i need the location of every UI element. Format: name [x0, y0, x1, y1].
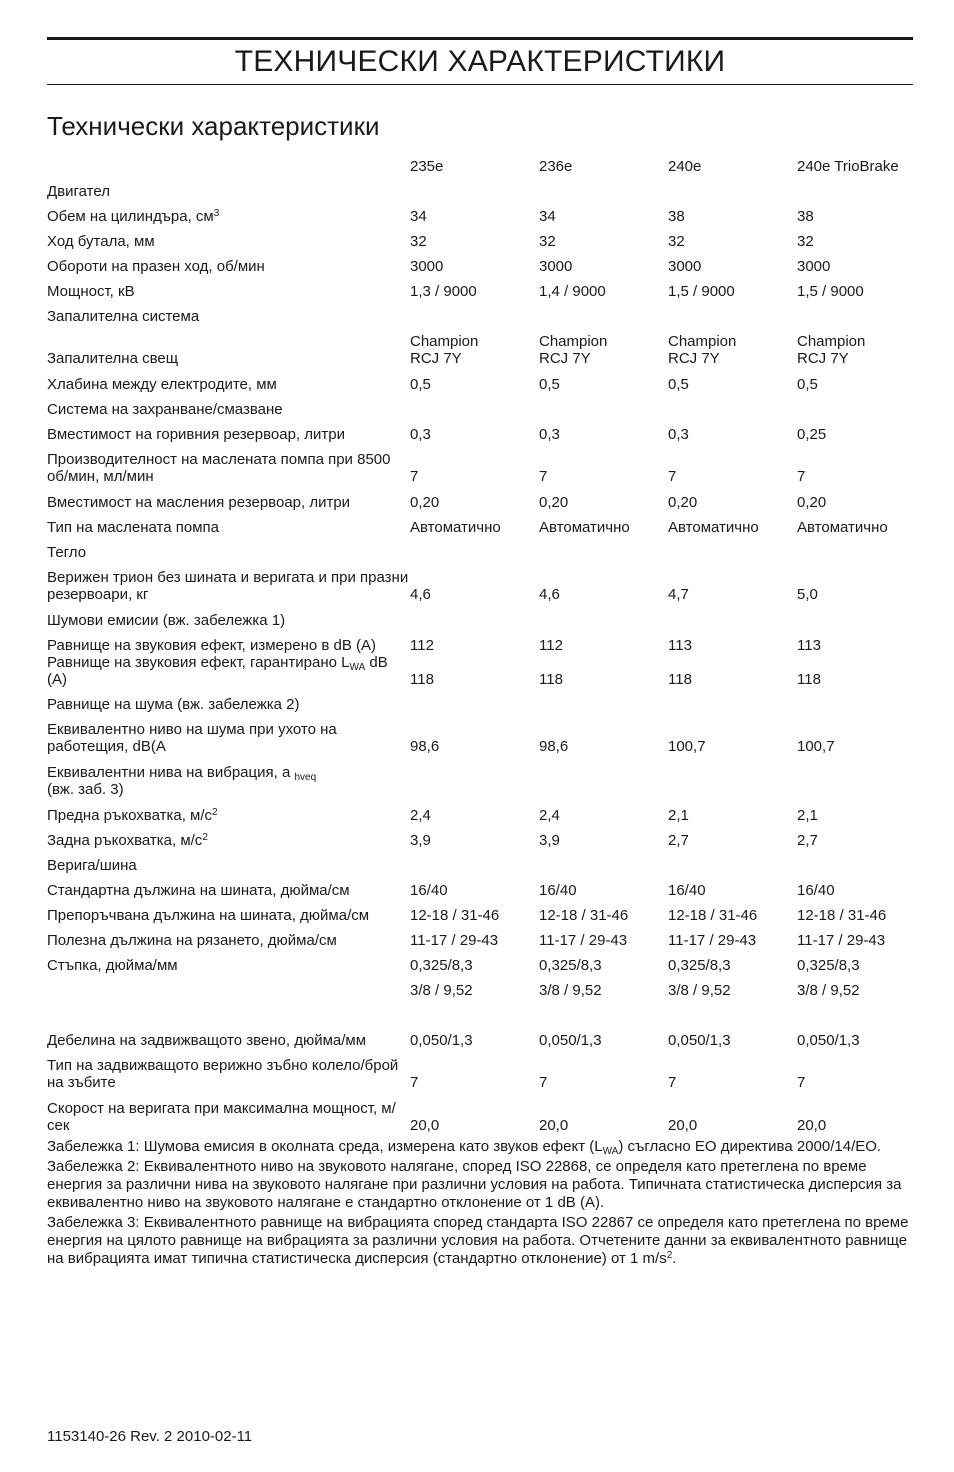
spec-value: 3000 — [668, 258, 702, 275]
spec-value: 32 — [797, 233, 814, 250]
spec-value — [410, 849, 539, 874]
spec-value: 0,325/8,3 — [797, 957, 860, 974]
spec-row — [47, 275, 913, 300]
spec-section-row — [47, 175, 913, 200]
spec-value: 118 — [539, 671, 563, 688]
spec-value: 0,050/1,3 — [668, 1032, 731, 1049]
spec-value: 0,325/8,3 — [668, 957, 731, 974]
spec-value — [797, 536, 913, 561]
spec-label: Равнище на шума (вж. забележка 2) — [47, 696, 300, 713]
spec-value: 7 — [797, 1074, 806, 1091]
spec-value: 1,5 / 9000 — [668, 283, 735, 300]
spec-value: 0,3 — [410, 426, 431, 443]
spec-value — [410, 300, 539, 325]
spec-row — [47, 999, 913, 1049]
spec-value: Champion RCJ 7Y — [668, 333, 737, 367]
spec-value: 16/40 — [797, 882, 835, 899]
model-header: 240e — [668, 158, 702, 175]
spec-row — [47, 899, 913, 924]
spec-label: Обем на цилиндъра, $см^3$ — [47, 208, 220, 225]
spec-value: 2,4 — [410, 807, 431, 824]
spec-label: Стъпка, дюйма/мм — [47, 957, 178, 974]
spec-value: 0,20 — [539, 494, 569, 511]
spec-value: 11-17 / 29-43 — [797, 932, 886, 949]
spec-row — [47, 325, 913, 368]
spec-label: Верижен трион без шината и веригата и при празни резервоари, кг — [47, 569, 409, 603]
section-title: ТЕХНИЧЕСКИ ХАРАКТЕРИСТИКИ — [234, 45, 726, 78]
spec-value — [410, 175, 539, 200]
spec-value — [539, 849, 668, 874]
spec-row — [47, 1049, 913, 1092]
spec-row — [47, 368, 913, 393]
spec-value: Автоматично — [410, 519, 501, 536]
note-2: Забележка 2: Еквивалентното ниво на звуковото налягане, според ISO 22868, се определя като претеглена по време енергия за различни нива на звуковото налягане при различни условия на работа. Типичната статистическа дисперсия за еквивалентно ниво на звуковото налягане е стандартно отклонение от 1 dB (A). — [47, 1158, 902, 1211]
spec-value: 100,7 — [668, 738, 706, 755]
spec-value: 3/8 / 9,52 — [797, 982, 860, 999]
spec-value: 100,7 — [797, 738, 835, 755]
spec-value: 113 — [797, 637, 821, 654]
spec-label — [47, 974, 410, 999]
spec-value: 7 — [410, 468, 419, 485]
note-3: Забележка 3: Еквивалентното равнище на вибрацията според стандарта ISO 22867 се определя като претеглена по време енергия на цялото равнище на вибрацията за различни условия на работа. Отчетените данни за еквивалентното равнище на вибрацията имат типична статистическа дисперсия (стандартно отклонение) от 1 $m/s^2$. — [47, 1214, 909, 1267]
model-header: 240e TrioBrake — [797, 158, 899, 175]
table-header-row — [47, 150, 913, 175]
spec-value — [410, 604, 539, 629]
spec-value: 34 — [539, 208, 556, 225]
spec-label: Верига/шина — [47, 857, 137, 874]
spec-row — [47, 713, 913, 756]
spec-label: Равнище на звуковия ефект, гарантирано $L_{WA}$ dB (A) — [47, 654, 388, 688]
note-1: Забележка 1: Шумова емисия в околната среда, измерена като звуков ефект $(L_{WA})$ съгласно ЕО директива 2000/14/ЕО. — [47, 1138, 882, 1157]
spec-value — [668, 688, 797, 713]
spec-value: 0,050/1,3 — [539, 1032, 602, 1049]
spec-label: Полезна дължина на рязането, дюйма/см — [47, 932, 337, 949]
spec-value — [668, 536, 797, 561]
spec-value — [410, 536, 539, 561]
spec-row — [47, 250, 913, 275]
spec-section-row — [47, 536, 913, 561]
spec-row — [47, 443, 913, 486]
spec-value — [668, 849, 797, 874]
spec-value — [410, 393, 539, 418]
spec-row — [47, 511, 913, 536]
spec-value: 118 — [797, 671, 821, 688]
spec-value: Автоматично — [797, 519, 888, 536]
spec-value: 32 — [668, 233, 685, 250]
spec-label: Ход бутала, мм — [47, 233, 155, 250]
spec-value — [668, 175, 797, 200]
spec-value: 20,0 — [668, 1117, 698, 1134]
spec-value: 11-17 / 29-43 — [539, 932, 628, 949]
model-header: 236e — [539, 158, 573, 175]
spec-value: 11-17 / 29-43 — [410, 932, 499, 949]
spec-row — [47, 654, 913, 688]
spec-value: 3,9 — [539, 832, 560, 849]
spec-value: 16/40 — [539, 882, 577, 899]
spec-value — [668, 393, 797, 418]
spec-value: 3/8 / 9,52 — [668, 982, 731, 999]
spec-row — [47, 629, 913, 654]
spec-section-row — [47, 756, 913, 799]
spec-value — [668, 300, 797, 325]
spec-label: Задна ръкохватка, $м/с^2$ — [47, 832, 208, 849]
spec-section-row — [47, 300, 913, 325]
spec-value: 3000 — [797, 258, 831, 275]
spec-section-row — [47, 604, 913, 629]
spec-value: 0,5 — [410, 376, 431, 393]
spec-value: 2,4 — [539, 807, 560, 824]
spec-value: 20,0 — [797, 1117, 827, 1134]
spec-row — [47, 225, 913, 250]
spec-label: Равнище на звуковия ефект, измерено в dB (A) — [47, 637, 377, 654]
spec-value — [539, 300, 668, 325]
spec-value: 0,20 — [410, 494, 440, 511]
notes — [47, 1138, 913, 1268]
spec-value: 2,1 — [797, 807, 818, 824]
spec-value: 16/40 — [410, 882, 448, 899]
spec-label: Еквивалентно ниво на шума при ухото на работещия, dB(A — [47, 721, 337, 755]
spec-value: 0,325/8,3 — [539, 957, 602, 974]
spec-value: 1,4 / 9000 — [539, 283, 606, 300]
spec-value: 4,6 — [410, 586, 431, 603]
spec-value — [539, 393, 668, 418]
spec-label: Еквивалентни нива на вибрация, a $_{hveq}$ (вж. заб. 3) — [47, 764, 317, 798]
spec-label: Тип на маслената помпа — [47, 519, 219, 536]
spec-row — [47, 924, 913, 949]
footer-doc-id: 1153140-26 Rev. 2 2010-02-11 — [47, 1428, 253, 1445]
spec-value: 0,325/8,3 — [410, 957, 473, 974]
spec-value: 3000 — [410, 258, 444, 275]
spec-label: Препоръчвана дължина на шината, дюйма/см — [47, 907, 370, 924]
spec-value: 3000 — [539, 258, 573, 275]
spec-value: 4,6 — [539, 586, 560, 603]
spec-value: 38 — [797, 208, 814, 225]
spec-row — [47, 824, 913, 849]
spec-value: 34 — [410, 208, 427, 225]
spec-section-row — [47, 688, 913, 713]
spec-row — [47, 799, 913, 824]
spec-value: 12-18 / 31-46 — [410, 907, 500, 924]
spec-value: 7 — [668, 1074, 677, 1091]
spec-value: 7 — [539, 468, 548, 485]
spec-row — [47, 874, 913, 899]
spec-row — [47, 949, 913, 974]
spec-value: 113 — [668, 637, 692, 654]
spec-value — [797, 604, 913, 629]
spec-value: 38 — [668, 208, 685, 225]
spec-value: 1,3 / 9000 — [410, 283, 477, 300]
spec-value — [797, 175, 913, 200]
spec-value: 0,050/1,3 — [797, 1032, 860, 1049]
spec-value: 118 — [668, 671, 692, 688]
spec-label: Хлабина между електродите, мм — [47, 376, 277, 393]
spec-value: 0,20 — [668, 494, 698, 511]
spec-value: 11-17 / 29-43 — [668, 932, 757, 949]
spec-value: 2,1 — [668, 807, 689, 824]
spec-value: 0,050/1,3 — [410, 1032, 473, 1049]
spec-value — [797, 849, 913, 874]
spec-value: 0,3 — [668, 426, 689, 443]
spec-label: Тегло — [47, 544, 87, 561]
spec-value: 112 — [410, 637, 434, 654]
spec-label: Обороти на празен ход, об/мин — [47, 258, 265, 275]
spec-value: 0,5 — [539, 376, 560, 393]
spec-section-row — [47, 849, 913, 874]
model-header: 235e — [410, 158, 444, 175]
spec-value: 118 — [410, 671, 434, 688]
spec-value: Автоматично — [539, 519, 630, 536]
spec-value: 7 — [797, 468, 806, 485]
spec-row — [47, 418, 913, 443]
spec-row — [47, 974, 913, 999]
spec-value: 32 — [539, 233, 556, 250]
spec-value: 12-18 / 31-46 — [539, 907, 629, 924]
spec-value: 3/8 / 9,52 — [539, 982, 602, 999]
spec-value — [797, 393, 913, 418]
spec-value: 20,0 — [539, 1117, 569, 1134]
spec-table — [47, 150, 913, 1135]
spec-label: Скорост на веригата при максимална мощност, м/сек — [47, 1100, 396, 1134]
spec-value: Champion RCJ 7Y — [410, 333, 479, 367]
spec-section-row — [47, 393, 913, 418]
spec-label: Стандартна дължина на шината, дюйма/см — [47, 882, 350, 899]
spec-value — [410, 688, 539, 713]
spec-label: Запалителна система — [47, 308, 200, 325]
spec-value: 0,5 — [797, 376, 818, 393]
spec-value: 1,5 / 9000 — [797, 283, 864, 300]
spec-value: 7 — [539, 1074, 548, 1091]
spec-value: 20,0 — [410, 1117, 440, 1134]
spec-label: Мощност, кВ — [47, 283, 135, 300]
page — [47, 37, 913, 1270]
spec-row — [47, 486, 913, 511]
spec-label: Тип на задвижващото верижно зъбно колело/брой на зъбите — [47, 1057, 399, 1091]
spec-value — [668, 604, 797, 629]
spec-value — [797, 688, 913, 713]
spec-value — [539, 175, 668, 200]
spec-value: 112 — [539, 637, 563, 654]
spec-value — [797, 756, 913, 799]
spec-value: 12-18 / 31-46 — [797, 907, 887, 924]
spec-label: Дебелина на задвижващото звено, дюйма/мм — [47, 1032, 367, 1049]
spec-row — [47, 561, 913, 604]
spec-value: 4,7 — [668, 586, 689, 603]
header-blank-cell — [47, 150, 410, 175]
spec-value: 16/40 — [668, 882, 706, 899]
spec-value: Champion RCJ 7Y — [539, 333, 608, 367]
spec-value: 7 — [410, 1074, 419, 1091]
spec-label: Вместимост на масления резервоар, литри — [47, 494, 351, 511]
spec-value: 5,0 — [797, 586, 818, 603]
spec-value: 0,20 — [797, 494, 827, 511]
spec-value — [410, 756, 539, 799]
spec-value: 2,7 — [668, 832, 689, 849]
spec-value — [539, 604, 668, 629]
spec-value: 12-18 / 31-46 — [668, 907, 758, 924]
spec-label: Предна ръкохватка, $м/с^2$ — [47, 807, 218, 824]
spec-label: Шумови емисии (вж. забележка 1) — [47, 612, 286, 629]
spec-value: 2,7 — [797, 832, 818, 849]
page-subtitle: Технически характеристики — [47, 111, 380, 141]
spec-row — [47, 200, 913, 225]
spec-value: 98,6 — [539, 738, 569, 755]
section-header — [47, 37, 913, 85]
spec-value: 3,9 — [410, 832, 431, 849]
spec-label: Система на захранване/смазване — [47, 401, 283, 418]
spec-label: Производителност на маслената помпа при 8500 об/мин, мл/мин — [47, 451, 391, 485]
spec-value — [668, 756, 797, 799]
spec-value: 32 — [410, 233, 427, 250]
spec-value — [539, 688, 668, 713]
spec-value: 3/8 / 9,52 — [410, 982, 473, 999]
spec-value: 7 — [668, 468, 677, 485]
spec-value: Автоматично — [668, 519, 759, 536]
spec-label: Двигател — [47, 183, 110, 200]
spec-value — [797, 300, 913, 325]
spec-value: 0,5 — [668, 376, 689, 393]
spec-value: 0,25 — [797, 426, 827, 443]
spec-value — [539, 756, 668, 799]
spec-row — [47, 1092, 913, 1135]
spec-value: 98,6 — [410, 738, 440, 755]
spec-label: Вместимост на горивния резервоар, литри — [47, 426, 345, 443]
spec-value — [539, 536, 668, 561]
spec-value: Champion RCJ 7Y — [797, 333, 866, 367]
spec-value: 0,3 — [539, 426, 560, 443]
spec-label: Запалителна свещ — [47, 350, 179, 367]
